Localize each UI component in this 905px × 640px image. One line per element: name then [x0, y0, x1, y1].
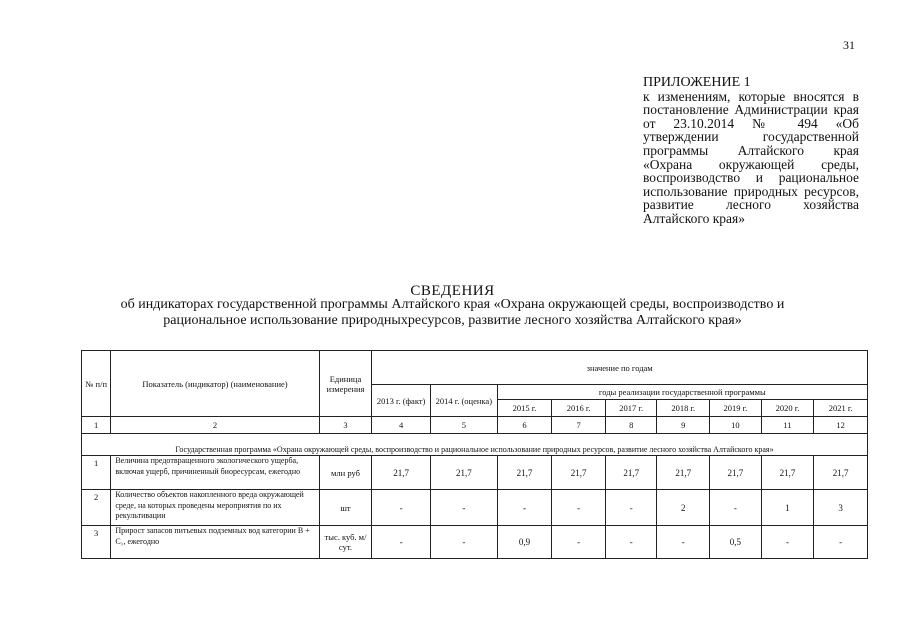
row-indicator-name: Прирост запасов питьевых подземных вод категории B + C₁, ежегодно [111, 526, 319, 559]
column-numbers-row [82, 417, 868, 434]
row-value: 21,7 [552, 456, 606, 490]
row-value: - [372, 490, 431, 526]
row-value: - [430, 490, 497, 526]
row-value: - [605, 526, 657, 559]
row-value: 3 [814, 490, 868, 526]
row-num: 1 [82, 456, 111, 490]
column-number: 10 [710, 417, 762, 434]
row-value: 21,7 [372, 456, 431, 490]
header-year: 2018 г. [657, 400, 710, 417]
row-value: - [710, 490, 762, 526]
row-unit: шт [319, 490, 372, 526]
appendix-block [643, 76, 859, 226]
document-subtitle-line1: об индикаторах государственной программы Алтайского края «Охрана окружающей среды, воспроизводство и [120, 297, 785, 312]
row-value: - [657, 526, 710, 559]
column-number: 6 [497, 417, 552, 434]
row-value: 21,7 [605, 456, 657, 490]
header-year: 2015 г. [497, 400, 552, 417]
header-year: 2019 г. [710, 400, 762, 417]
row-value: 1 [761, 490, 814, 526]
row-indicator-name: Количество объектов накопленного вреда окружающей среде, на которых проведены мероприятия по их рекультивации [111, 490, 319, 526]
row-unit: тыс. куб. м/сут. [319, 526, 372, 559]
row-value: 0,5 [710, 526, 762, 559]
table-row [82, 526, 868, 559]
header-values-by-year: значение по годам [372, 351, 868, 385]
row-value: - [552, 526, 606, 559]
indicators-table [81, 350, 868, 559]
column-number: 12 [814, 417, 868, 434]
row-unit: млн руб [319, 456, 372, 490]
row-value: - [497, 490, 552, 526]
header-indicator: Показатель (индикатор) (наименование) [111, 351, 319, 417]
program-title-cell: Государственная программа «Охрана окружающей среды, воспроизводство и рациональное использование природных ресурсов, развитие лесного хозяйства Алтайского края» [82, 434, 868, 456]
header-year: 2021 г. [814, 400, 868, 417]
program-row [82, 434, 868, 456]
row-value: 21,7 [761, 456, 814, 490]
row-value: 0,9 [497, 526, 552, 559]
header-year: 2017 г. [605, 400, 657, 417]
row-value: - [814, 526, 868, 559]
row-num: 2 [82, 490, 111, 526]
header-program-years: годы реализации государственной программы [497, 385, 867, 400]
column-number: 3 [319, 417, 372, 434]
appendix-heading: ПРИЛОЖЕНИЕ 1 [643, 75, 751, 90]
row-value: - [372, 526, 431, 559]
document-title: СВЕДЕНИЯ [410, 283, 495, 299]
header-2013: 2013 г. (факт) [372, 385, 431, 417]
row-value: 21,7 [814, 456, 868, 490]
row-value: 21,7 [710, 456, 762, 490]
column-number: 2 [111, 417, 319, 434]
row-value: 2 [657, 490, 710, 526]
page-number: 31 [843, 38, 855, 52]
row-value: - [552, 490, 606, 526]
header-year: 2016 г. [552, 400, 606, 417]
table-row [82, 456, 868, 490]
column-number: 7 [552, 417, 606, 434]
column-number: 9 [657, 417, 710, 434]
document-subtitle-line2: рациональное использование природныхресурсов, развитие лесного хозяйства Алтайского края» [163, 313, 742, 328]
row-value: - [430, 526, 497, 559]
column-number: 4 [372, 417, 431, 434]
column-number: 1 [82, 417, 111, 434]
row-value: 21,7 [430, 456, 497, 490]
header-2014: 2014 г. (оценка) [430, 385, 497, 417]
column-number: 8 [605, 417, 657, 434]
header-year: 2020 г. [761, 400, 814, 417]
header-unit: Единица измерения [319, 351, 372, 417]
row-num: 3 [82, 526, 111, 559]
column-number: 5 [430, 417, 497, 434]
row-value: - [761, 526, 814, 559]
row-value: - [605, 490, 657, 526]
header-num: № п/п [82, 351, 111, 417]
column-number: 11 [761, 417, 814, 434]
row-indicator-name: Величина предотвращенного экологического ущерба, включая ущерб, причиненный биоресурсам, ежегодно [111, 456, 319, 490]
row-value: 21,7 [657, 456, 710, 490]
row-value: 21,7 [497, 456, 552, 490]
table-row [82, 490, 868, 526]
appendix-text: к изменениям, которые вносятся в постановление Администрации края от 23.10.2014 № 494 «Об утверждении государственной программы Алтайского края «Охрана окружающей среды, воспроизводство и рациональное использование природных ресурсов, развитие лесного хозяйства Алтайского края» [643, 88, 859, 226]
